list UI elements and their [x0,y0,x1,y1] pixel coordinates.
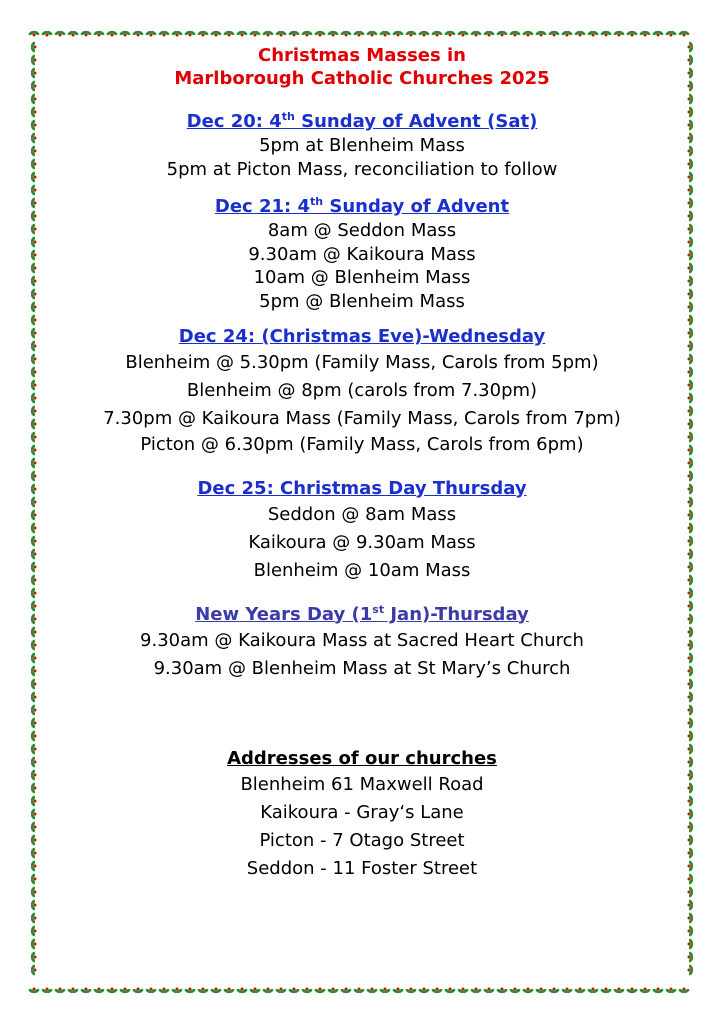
holly-sprig [688,938,694,950]
holly-sprig [30,808,36,820]
section-dec-21 [40,195,684,313]
mass-line: Picton @ 6.30pm (Family Mass, Carols from 6pm) [140,434,584,455]
holly-sprig [30,652,36,664]
holly-sprig [688,483,694,495]
holly-sprig [688,106,694,118]
holly-sprig [688,431,694,443]
holly-sprig [366,30,378,36]
holly-sprig [574,30,586,36]
holly-sprig [613,30,625,36]
section-dec-20 [40,110,684,181]
holly-sprig [688,314,694,326]
holly-sprig [30,782,36,794]
holly-sprig [249,30,261,36]
holly-sprig [30,301,36,313]
holly-sprig [688,704,694,716]
holly-sprig [496,30,508,36]
holly-sprig [688,366,694,378]
holly-sprig [30,769,36,781]
holly-sprig [548,30,560,36]
holly-sprig [236,30,248,36]
holly-sprig [688,964,694,976]
holly-sprig [688,899,694,911]
holly-sprig [314,988,326,994]
holly-sprig [158,988,170,994]
holly-sprig [366,988,378,994]
holly-sprig [688,665,694,677]
holly-sprig [509,30,521,36]
holly-sprig [688,197,694,209]
section-heading: Dec 20: 4th Sunday of Advent (Sat) [186,110,538,132]
holly-sprig [418,988,430,994]
holly-sprig [688,691,694,703]
holly-sprig [210,988,222,994]
holly-sprig [30,587,36,599]
section-heading: Dec 24: (Christmas Eve)-Wednesday [178,326,546,347]
holly-sprig [688,678,694,690]
holly-sprig [688,262,694,274]
holly-sprig [688,470,694,482]
holly-sprig [80,30,92,36]
holly-sprig [28,988,40,994]
holly-sprig [405,30,417,36]
holly-sprig [444,30,456,36]
holly-sprig [54,988,66,994]
holly-sprig [688,93,694,105]
holly-sprig [30,93,36,105]
holly-sprig [30,67,36,79]
holly-sprig [30,964,36,976]
holly-sprig [30,743,36,755]
holly-sprig [688,405,694,417]
holly-sprig [688,847,694,859]
holly-sprig [470,988,482,994]
mass-line: Blenheim @ 10am Mass [253,559,471,581]
holly-sprig [30,275,36,287]
holly-sprig [688,119,694,131]
holly-sprig [548,988,560,994]
holly-sprig [688,145,694,157]
holly-sprig [30,561,36,573]
holly-sprig [688,795,694,807]
holly-sprig [132,30,144,36]
holly-sprig [688,951,694,963]
holly-sprig [184,988,196,994]
mass-line: 9.30am @ Blenheim Mass at St Mary’s Church [153,657,571,679]
holly-sprig [561,30,573,36]
holly-sprig [688,626,694,638]
holly-sprig [678,30,690,36]
holly-sprig [30,873,36,885]
holly-sprig [639,30,651,36]
holly-sprig [30,756,36,768]
holly-sprig [30,834,36,846]
holly-sprig [353,30,365,36]
holly-sprig [688,522,694,534]
holly-sprig [30,171,36,183]
holly-sprig [30,288,36,300]
holly-sprig [119,30,131,36]
holly-sprig [145,30,157,36]
holly-sprig [30,483,36,495]
holly-sprig [30,522,36,534]
holly-sprig [600,988,612,994]
holly-sprig [54,30,66,36]
holly-sprig [418,30,430,36]
holly-sprig [688,652,694,664]
holly-sprig [30,80,36,92]
holly-sprig [67,988,79,994]
holly-sprig [688,873,694,885]
holly-sprig [688,158,694,170]
holly-sprig [392,988,404,994]
holly-sprig [652,30,664,36]
holly-sprig [561,988,573,994]
holly-sprig [587,988,599,994]
holly-sprig [392,30,404,36]
holly-sprig [30,691,36,703]
holly-sprig [30,41,36,53]
holly-sprig [30,145,36,157]
holly-sprig [431,988,443,994]
holly-sprig [688,561,694,573]
holly-sprig [470,30,482,36]
holly-sprig [30,106,36,118]
title-line-1: Christmas Masses in [258,45,466,66]
holly-sprig [688,834,694,846]
holly-sprig [340,30,352,36]
section-heading: Dec 25: Christmas Day Thursday [197,477,527,499]
holly-sprig [353,988,365,994]
holly-sprig [688,509,694,521]
holly-sprig [688,41,694,53]
mass-line: 9.30am @ Kaikoura Mass [248,243,476,265]
holly-sprig [30,431,36,443]
holly-sprig [457,988,469,994]
holly-sprig [30,54,36,66]
holly-sprig [688,613,694,625]
holly-sprig [688,171,694,183]
holly-sprig [30,470,36,482]
page-title [40,44,684,90]
holly-sprig [288,988,300,994]
holly-sprig [30,249,36,261]
holly-sprig [535,30,547,36]
holly-sprig [405,988,417,994]
section-new-years-day [40,603,684,683]
title-line-2: Marlborough Catholic Churches 2025 [174,68,550,89]
holly-sprig [30,704,36,716]
holly-sprig [379,30,391,36]
holly-sprig [522,988,534,994]
mass-line: 7.30pm @ Kaikoura Mass (Family Mass, Carols from 7pm) [103,408,621,429]
holly-sprig [688,288,694,300]
holly-sprig [171,988,183,994]
holly-sprig [535,988,547,994]
holly-sprig [30,860,36,872]
mass-line: 5pm at Blenheim Mass [259,135,465,156]
holly-sprig [688,535,694,547]
mass-line: Seddon @ 8am Mass [267,503,457,525]
holly-sprig [30,366,36,378]
holly-sprig [340,988,352,994]
holly-sprig [30,132,36,144]
holly-sprig [30,457,36,469]
holly-sprig [688,886,694,898]
section-dec-24 [40,325,684,457]
holly-sprig [327,988,339,994]
holly-sprig [30,730,36,742]
holly-sprig [688,769,694,781]
holly-sprig [688,418,694,430]
holly-sprig [688,301,694,313]
holly-sprig [379,988,391,994]
holly-sprig [688,587,694,599]
holly-sprig [30,535,36,547]
holly-sprig [688,782,694,794]
holly-sprig [587,30,599,36]
document-body [40,44,684,883]
holly-sprig [30,847,36,859]
holly-sprig [30,444,36,456]
mass-line: Blenheim @ 5.30pm (Family Mass, Carols from 5pm) [125,352,599,373]
holly-sprig [665,30,677,36]
holly-sprig [688,236,694,248]
holly-sprig [626,30,638,36]
holly-sprig [30,197,36,209]
holly-sprig [30,262,36,274]
holly-sprig [688,80,694,92]
holly-sprig [688,574,694,586]
holly-sprig [30,236,36,248]
holly-sprig [688,392,694,404]
holly-sprig [30,899,36,911]
holly-sprig [431,30,443,36]
holly-sprig [30,951,36,963]
holly-sprig [314,30,326,36]
holly-sprig [483,988,495,994]
holly-sprig [688,249,694,261]
holly-sprig [30,379,36,391]
section-addresses [40,747,684,883]
holly-sprig [249,988,261,994]
holly-sprig [262,30,274,36]
holly-sprig [509,988,521,994]
holly-sprig [688,743,694,755]
mass-line: Kaikoura @ 9.30am Mass [248,531,476,553]
holly-sprig [145,988,157,994]
holly-sprig [30,548,36,560]
holly-sprig [197,988,209,994]
holly-sprig [236,988,248,994]
holly-sprig [30,626,36,638]
holly-sprig [30,314,36,326]
holly-sprig [30,158,36,170]
holly-sprig [688,275,694,287]
holly-sprig [223,30,235,36]
holly-sprig [30,223,36,235]
holly-sprig [197,30,209,36]
address-line: Picton - 7 Otago Street [259,829,465,851]
holly-sprig [688,379,694,391]
holly-sprig [106,988,118,994]
holly-sprig [688,600,694,612]
holly-sprig [688,821,694,833]
holly-sprig [30,418,36,430]
section-heading: Dec 21: 4th Sunday of Advent [214,195,510,217]
holly-sprig [93,988,105,994]
holly-sprig [574,988,586,994]
holly-sprig [80,988,92,994]
holly-sprig [30,717,36,729]
holly-sprig [678,988,690,994]
holly-sprig [688,860,694,872]
holly-sprig [688,639,694,651]
holly-sprig [67,30,79,36]
holly-sprig [30,886,36,898]
holly-sprig [30,665,36,677]
holly-sprig [457,30,469,36]
holly-sprig [688,353,694,365]
holly-sprig [688,210,694,222]
mass-line: 5pm @ Blenheim Mass [259,290,465,312]
holly-sprig [158,30,170,36]
holly-sprig [184,30,196,36]
holly-sprig [30,925,36,937]
holly-sprig [275,30,287,36]
holly-sprig [30,340,36,352]
holly-sprig [652,988,664,994]
mass-line: 5pm at Picton Mass, reconciliation to follow [166,158,558,180]
holly-sprig [688,67,694,79]
holly-sprig [30,639,36,651]
holly-sprig [30,938,36,950]
holly-sprig [301,30,313,36]
mass-line: 9.30am @ Kaikoura Mass at Sacred Heart Church [140,629,584,651]
holly-sprig [688,912,694,924]
holly-sprig [262,988,274,994]
holly-sprig [496,988,508,994]
address-line: Seddon - 11 Foster Street [246,857,478,879]
holly-sprig [688,132,694,144]
mass-line: Blenheim @ 8pm (carols from 7.30pm) [186,380,538,401]
mass-line: 10am @ Blenheim Mass [253,267,471,288]
holly-sprig [30,184,36,196]
holly-sprig [688,808,694,820]
holly-sprig [30,678,36,690]
address-line: Blenheim 61 Maxwell Road [240,773,484,795]
holly-sprig [132,988,144,994]
holly-sprig [688,548,694,560]
holly-sprig [301,988,313,994]
holly-sprig [688,730,694,742]
holly-sprig [639,988,651,994]
addresses-heading: Addresses of our churches [227,747,497,769]
holly-sprig [210,30,222,36]
holly-sprig [688,54,694,66]
holly-sprig [688,756,694,768]
holly-sprig [223,988,235,994]
address-line: Kaikoura - Gray‘s Lane [260,801,464,823]
holly-sprig [41,988,53,994]
section-heading: New Years Day (1st Jan)-Thursday [195,602,529,625]
holly-sprig [106,30,118,36]
holly-sprig [30,405,36,417]
holly-sprig [688,184,694,196]
holly-sprig [483,30,495,36]
holly-sprig [275,988,287,994]
holly-sprig [28,30,40,36]
holly-sprig [688,925,694,937]
holly-sprig [688,327,694,339]
holly-sprig [30,795,36,807]
holly-sprig [688,444,694,456]
holly-sprig [93,30,105,36]
holly-sprig [30,392,36,404]
holly-sprig [444,988,456,994]
holly-sprig [688,340,694,352]
holly-sprig [41,30,53,36]
holly-sprig [613,988,625,994]
holly-sprig [626,988,638,994]
holly-sprig [30,119,36,131]
holly-sprig [30,912,36,924]
holly-sprig [688,496,694,508]
holly-sprig [119,988,131,994]
holly-sprig [30,821,36,833]
holly-sprig [30,353,36,365]
holly-sprig [30,600,36,612]
holly-sprig [688,223,694,235]
mass-line: 8am @ Seddon Mass [267,220,457,241]
holly-sprig [30,613,36,625]
holly-sprig [327,30,339,36]
holly-sprig [30,574,36,586]
holly-sprig [30,327,36,339]
holly-sprig [30,509,36,521]
holly-sprig [522,30,534,36]
holly-sprig [600,30,612,36]
holly-sprig [688,457,694,469]
section-dec-25 [40,477,684,585]
holly-sprig [30,496,36,508]
holly-sprig [171,30,183,36]
holly-sprig [665,988,677,994]
holly-sprig [30,210,36,222]
holly-sprig [288,30,300,36]
holly-sprig [688,717,694,729]
